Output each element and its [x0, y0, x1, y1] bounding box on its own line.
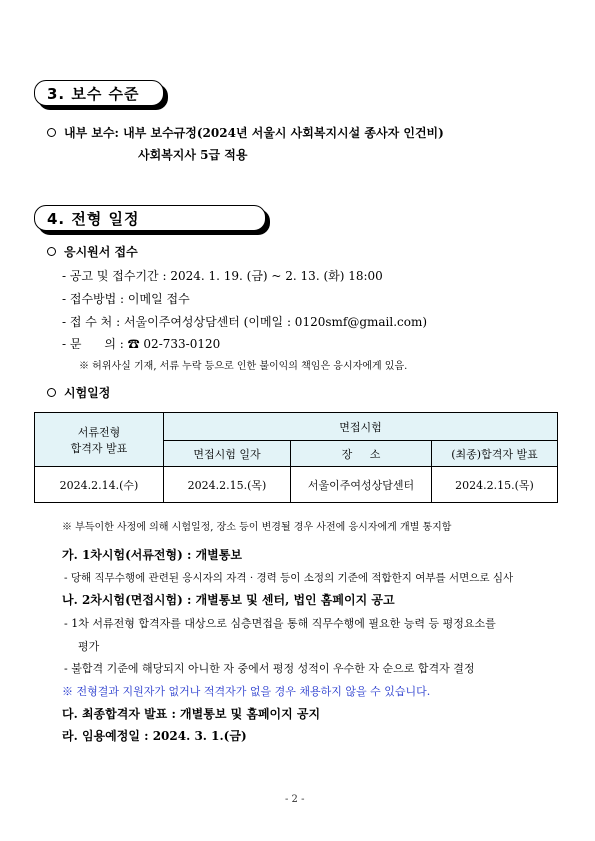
schedule-note: ※ 부득이한 사정에 의해 시험일정, 장소 등이 변경될 경우 사전에 응시자에게 개별 통지함	[62, 522, 452, 533]
application-method: - 접수방법 : 이메일 접수	[62, 292, 190, 306]
application-title: 응시원서 접수	[64, 245, 138, 259]
header-document-result	[35, 413, 164, 467]
step-ga-title: 가. 1차시험(서류전형) : 개별통보	[62, 548, 242, 562]
table-cell: 2024.2.14.(수)	[35, 467, 164, 503]
schedule-table	[34, 412, 558, 503]
header-place: 장 소	[291, 441, 432, 467]
header-final-result: (최종)합격자 발표	[432, 441, 558, 467]
application-note: ※ 허위사실 기재, 서류 누락 등으로 인한 불이익의 책임은 응시자에게 있음.	[79, 361, 408, 372]
bullet-circle-icon	[47, 388, 56, 397]
pay-line-1: 내부 보수: 내부 보수규정(2024년 서울시 사회복지시설 종사자 인건비)	[64, 126, 444, 140]
schedule-title: 시험일정	[64, 386, 111, 400]
section-4-title: 4. 전형 일정	[47, 210, 140, 228]
step-na-title: 나. 2차시험(면접시험) : 개별통보 및 센터, 법인 홈페이지 공고	[62, 593, 395, 607]
step-ga-desc: - 당해 직무수행에 관련된 응시자의 자격 · 경력 등이 소정의 기준에 적합한지 여부를 서면으로 심사	[64, 572, 514, 584]
bullet-circle-icon	[47, 128, 56, 137]
page-number: - 2 -	[285, 794, 305, 805]
step-na-note: ※ 전형결과 지원자가 없거나 적격자가 없을 경우 채용하지 않을 수 있습니다.	[62, 685, 431, 698]
section-4-heading	[34, 205, 266, 231]
table-cell: 2024.2.15.(목)	[164, 467, 291, 503]
step-ra-title: 라. 임용예정일 : 2024. 3. 1.(금)	[62, 729, 247, 743]
header-interview: 면접시험	[164, 413, 558, 441]
bullet-circle-icon	[47, 247, 56, 256]
application-period: - 공고 및 접수기간 : 2024. 1. 19. (금) ~ 2. 13. (화) 18:00	[62, 269, 383, 283]
application-place: - 접 수 처 : 서울이주여성상담센터 (이메일 : 0120smf@gmail.com)	[62, 315, 428, 329]
step-da-title: 다. 최종합격자 발표 : 개별통보 및 홈페이지 공지	[62, 707, 321, 721]
header-line-1: 서류전형	[77, 425, 121, 439]
table-cell: 서울이주여성상담센터	[291, 467, 432, 503]
step-na-desc-1: - 1차 서류전형 합격자를 대상으로 심층면접을 통해 직무수행에 필요한 능력 등 평정요소를	[64, 617, 496, 630]
header-interview-date: 면접시험 일자	[164, 441, 291, 467]
step-na-desc-2: - 불합격 기준에 해당되지 아니한 자 중에서 평정 성적이 우수한 자 순으로 합격자 결정	[64, 662, 475, 675]
application-contact: - 문 의 : ☎ 02-733-0120	[62, 337, 221, 351]
header-line-2: 합격자 발표	[70, 441, 128, 455]
section-3-title: 3. 보수 수준	[47, 85, 140, 103]
table-cell: 2024.2.15.(목)	[432, 467, 558, 503]
pay-line-2: 사회복지사 5급 적용	[138, 148, 248, 162]
section-3-heading	[34, 80, 164, 106]
step-na-desc-1b: 평가	[78, 640, 100, 653]
